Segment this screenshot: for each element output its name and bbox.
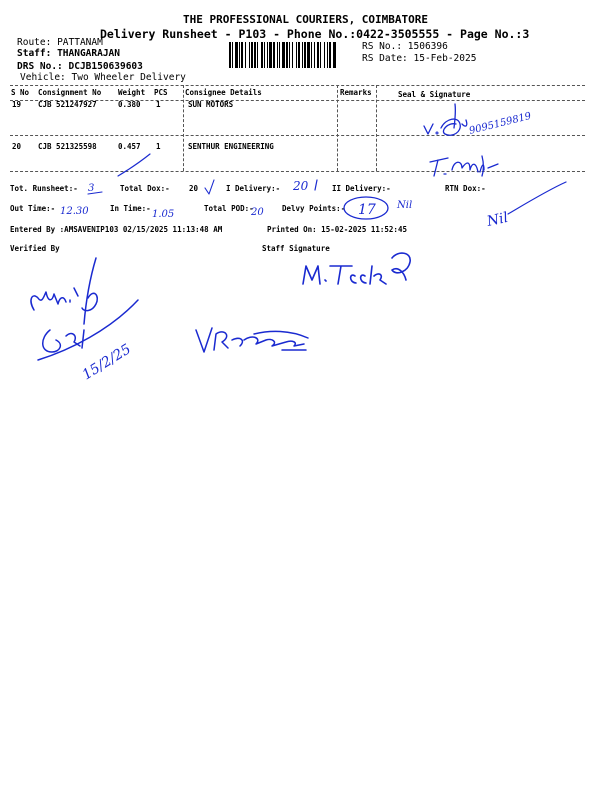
row-weight: 0.457 (118, 142, 141, 151)
rs-date-value: 15-Feb-2025 (413, 53, 477, 64)
vehicle-value: Two Wheeler Delivery (71, 72, 186, 83)
col-header-pcs: PCS (154, 88, 168, 97)
row-consignment: CJB 521325598 (38, 142, 97, 151)
rs-date-label: RS Date: (362, 53, 408, 64)
rtn-dox-label: RTN Dox:- (445, 184, 486, 193)
runsheet-title: Delivery Runsheet - P103 - Phone No.:0422-3505555 - Page No.:3 (100, 27, 530, 41)
out-time-label: Out Time:- (10, 204, 56, 213)
i-delivery-label: I Delivery:- (226, 184, 281, 193)
staff-signature-hw (303, 253, 410, 284)
in-time-label: In Time:- (110, 204, 151, 213)
row-20-signature (430, 156, 498, 176)
route-value: PATTANAM (57, 37, 103, 48)
total-dox-value: 20 (189, 184, 199, 193)
col-header-consignee: Consignee Details (185, 88, 262, 97)
staff-signature-label: Staff Signature (262, 244, 330, 253)
row-consignment: CJB 521247927 (38, 100, 97, 109)
delvy-points-hw: 17 (358, 202, 376, 218)
total-dox-label: Total Dox:- (120, 184, 170, 193)
tot-runsheet-hw: 3 (88, 183, 95, 194)
row-sno: 19 (12, 100, 22, 109)
row-20-check (118, 154, 150, 176)
ii-delivery-label: II Delivery:- (332, 184, 391, 193)
vehicle-label: Vehicle: (20, 72, 66, 83)
rs-no-value: 1506396 (407, 41, 448, 52)
staff-value: THANGARAJAN (57, 48, 120, 59)
col-header-sno: S No (11, 88, 30, 97)
total-pod-label: Total POD:- (204, 204, 254, 213)
row-consignee: SENTHUR ENGINEERING (188, 142, 274, 151)
row-19-phone: 9095159819 (468, 110, 533, 137)
total-pod-hw: 20 (251, 207, 264, 218)
verified-by-label: Verified By (10, 244, 60, 253)
company-title: THE PROFESSIONAL COURIERS, COIMBATORE (183, 13, 429, 26)
col-header-remarks: Remarks (340, 88, 372, 97)
verified-by-signature (31, 258, 138, 383)
entered-by: Entered By :AMSAVENIP103 02/15/2025 11:13:48 AM (10, 225, 223, 234)
staff-label: Staff: (17, 48, 52, 59)
verify-date-hw: 15/2/25 (79, 341, 134, 384)
ii-delivery-hw: Nil (397, 200, 413, 211)
rtn-dox-hw: Nil (485, 209, 510, 230)
col-header-weight: Weight (118, 88, 146, 97)
i-delivery-hw: 20 (293, 179, 309, 193)
drs-value: DCJB150639603 (68, 61, 143, 72)
row-19-signature (424, 104, 533, 137)
tot-runsheet-label: Tot. Runsheet:- (10, 184, 78, 193)
out-time-hw: 12.30 (60, 206, 89, 217)
row-weight: 0.380 (118, 100, 141, 109)
row-sno: 20 (12, 142, 22, 151)
middle-signature (196, 328, 308, 352)
delvy-points-label: Delvy Points:- (282, 204, 346, 213)
rs-no-label: RS No.: (362, 41, 403, 52)
drs-label: DRS No.: (17, 61, 63, 72)
row-consignee: SUN MOTORS (188, 100, 234, 109)
route-label: Route: (17, 37, 52, 48)
col-header-seal: Seal & Signature (398, 90, 471, 99)
row-pcs: 1 (156, 142, 161, 151)
col-header-consignment: Consignment No (38, 88, 102, 97)
in-time-hw: 1.05 (152, 209, 175, 220)
row-pcs: 1 (156, 100, 161, 109)
printed-on: Printed On: 15-02-2025 11:52:45 (267, 225, 407, 234)
